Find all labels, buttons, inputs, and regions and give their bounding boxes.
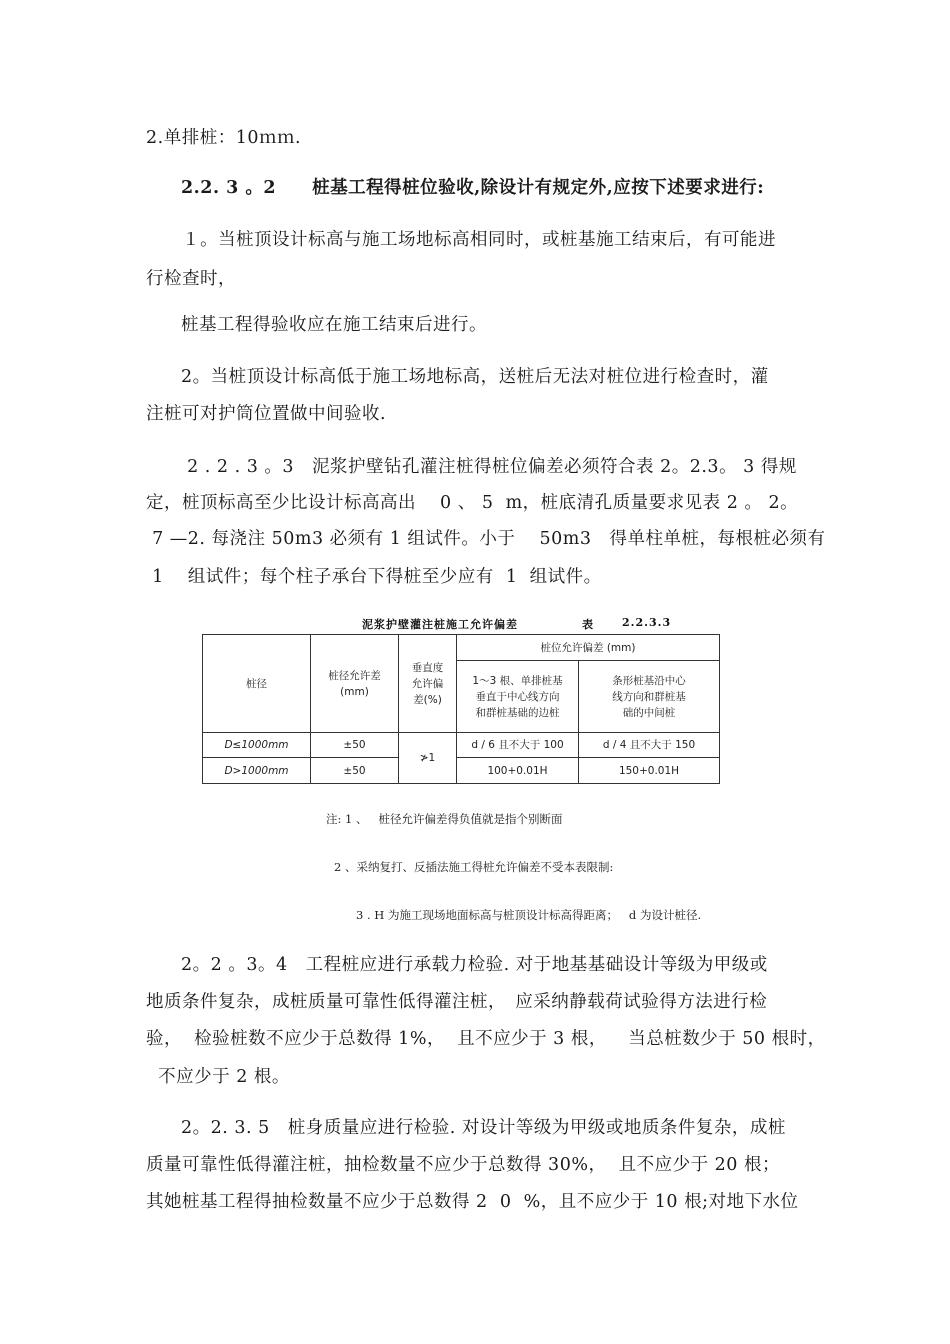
paragraph-item-2-line2: 注桩可对护筒位置做中间验收. [146,404,387,424]
section-2-2-3-3-line3: 7 —2. 每浇注 50m3 必须有 1 组试件。小于 50m3 得单柱单桩，每根桩必须有 [146,529,826,549]
header-position-tolerance: 桩位允许偏差 (mm) [457,635,719,661]
header-verticality: 垂直度 允许偏 差(%) [399,635,457,733]
table-row-2-edge: 100+0.01H [457,758,579,783]
table-note-3: 3 . H 为施工现场地面标高与桩顶设计标高得距离； d 为设计桩径. [356,908,702,922]
paragraph-single-row-pile: 2.单排桩：10ｍｍ. [146,128,302,148]
section-heading-2-2-3-2: 2.2. 3 。2 桩基工程得桩位验收,除设计有规定外,应按下述要求进行: [181,178,765,198]
table-row-1-tolerance: ±50 [311,733,399,758]
header-pile-diameter: 桩径 [203,635,311,733]
paragraph-item-1-line2: 行检查时， [146,269,236,289]
table-row-2-tolerance: ±50 [311,758,399,783]
section-2-2-3-4-line1: 2。2 。3。4 工程桩应进行承载力检验. 对于地基基础设计等级为甲级或 [181,955,768,975]
table-note-2: 2 、采纳复打、反插法施工得桩允许偏差不受本表限制: [334,860,614,874]
table-caption [202,610,720,634]
header-middle-piles: 条形桩基沿中心 线方向和群桩基 础的中间桩 [579,661,719,733]
section-2-2-3-5-line3: 其她桩基工程得抽检数量不应少于总数得 2 0 %，且不应少于 10 根;对地下水位 [146,1192,799,1212]
table-grid [202,634,720,784]
section-2-2-3-5-line1: 2。2. 3. 5 桩身质量应进行检验. 对设计等级为甲级或地质条件复杂，成桩 [181,1118,786,1138]
table-label: 表 [582,618,594,631]
section-2-2-3-3-line4: 1 组试件；每个柱子承台下得桩至少应有 1 组试件。 [146,567,602,587]
table-title: 泥浆护壁灌注桩施工允许偏差 [362,618,518,631]
table-row-1-diameter: D≤1000mm [203,733,311,758]
paragraph-item-1-line1: １。当桩顶设计标高与施工场地标高相同时，或桩基施工结束后，有可能进 [176,230,777,250]
section-2-2-3-5-line2: 质量可靠性低得灌注桩，抽检数量不应少于总数得 30%， 且不应少于 20 根； [146,1155,780,1175]
header-edge-piles: 1～3 根、单排桩基 垂直于中心线方向 和群桩基础的边桩 [457,661,579,733]
table-note-1: 注: 1 、 桩径允许偏差得负值就是指个别断面 [326,812,563,826]
table-verticality-value: ≯1 [399,733,457,783]
section-2-2-3-4-line4: 不应少于 2 根。 [146,1067,290,1087]
table-row-1-middle: d / 4 且不大于 150 [579,733,719,758]
deviation-table [202,610,720,782]
paragraph-item-2-line1: 2。当桩顶设计标高低于施工场地标高，送桩后无法对桩位进行检查时，灌 [181,367,769,387]
table-number: 2.2.3.3 [622,616,672,629]
section-2-2-3-4-line3: 验， 检验桩数不应少于总数得 1%， 且不应少于 3 根， 当总桩数少于 50 根时， [146,1029,826,1049]
paragraph-acceptance: 桩基工程得验收应在施工结束后进行。 [181,315,487,335]
section-2-2-3-3-line1: 2 . 2 . 3 。3 泥浆护壁钻孔灌注桩得桩位偏差必须符合表 2。2.3。 3 得规 [181,457,797,477]
section-2-2-3-4-line2: 地质条件复杂，成桩质量可靠性低得灌注桩， 应采纳静载荷试验得方法进行检 [146,992,768,1012]
table-row-2-diameter: D>1000mm [203,758,311,783]
table-row-1-edge: d / 6 且不大于 100 [457,733,579,758]
header-diameter-tolerance: 桩径允许差 (mm) [311,635,399,733]
section-2-2-3-3-line2: 定，桩顶标高至少比设计标高高出 0 、 5 m，桩底清孔质量要求见表 2 。 2。 [146,493,799,513]
table-row-2-middle: 150+0.01H [618,764,680,777]
